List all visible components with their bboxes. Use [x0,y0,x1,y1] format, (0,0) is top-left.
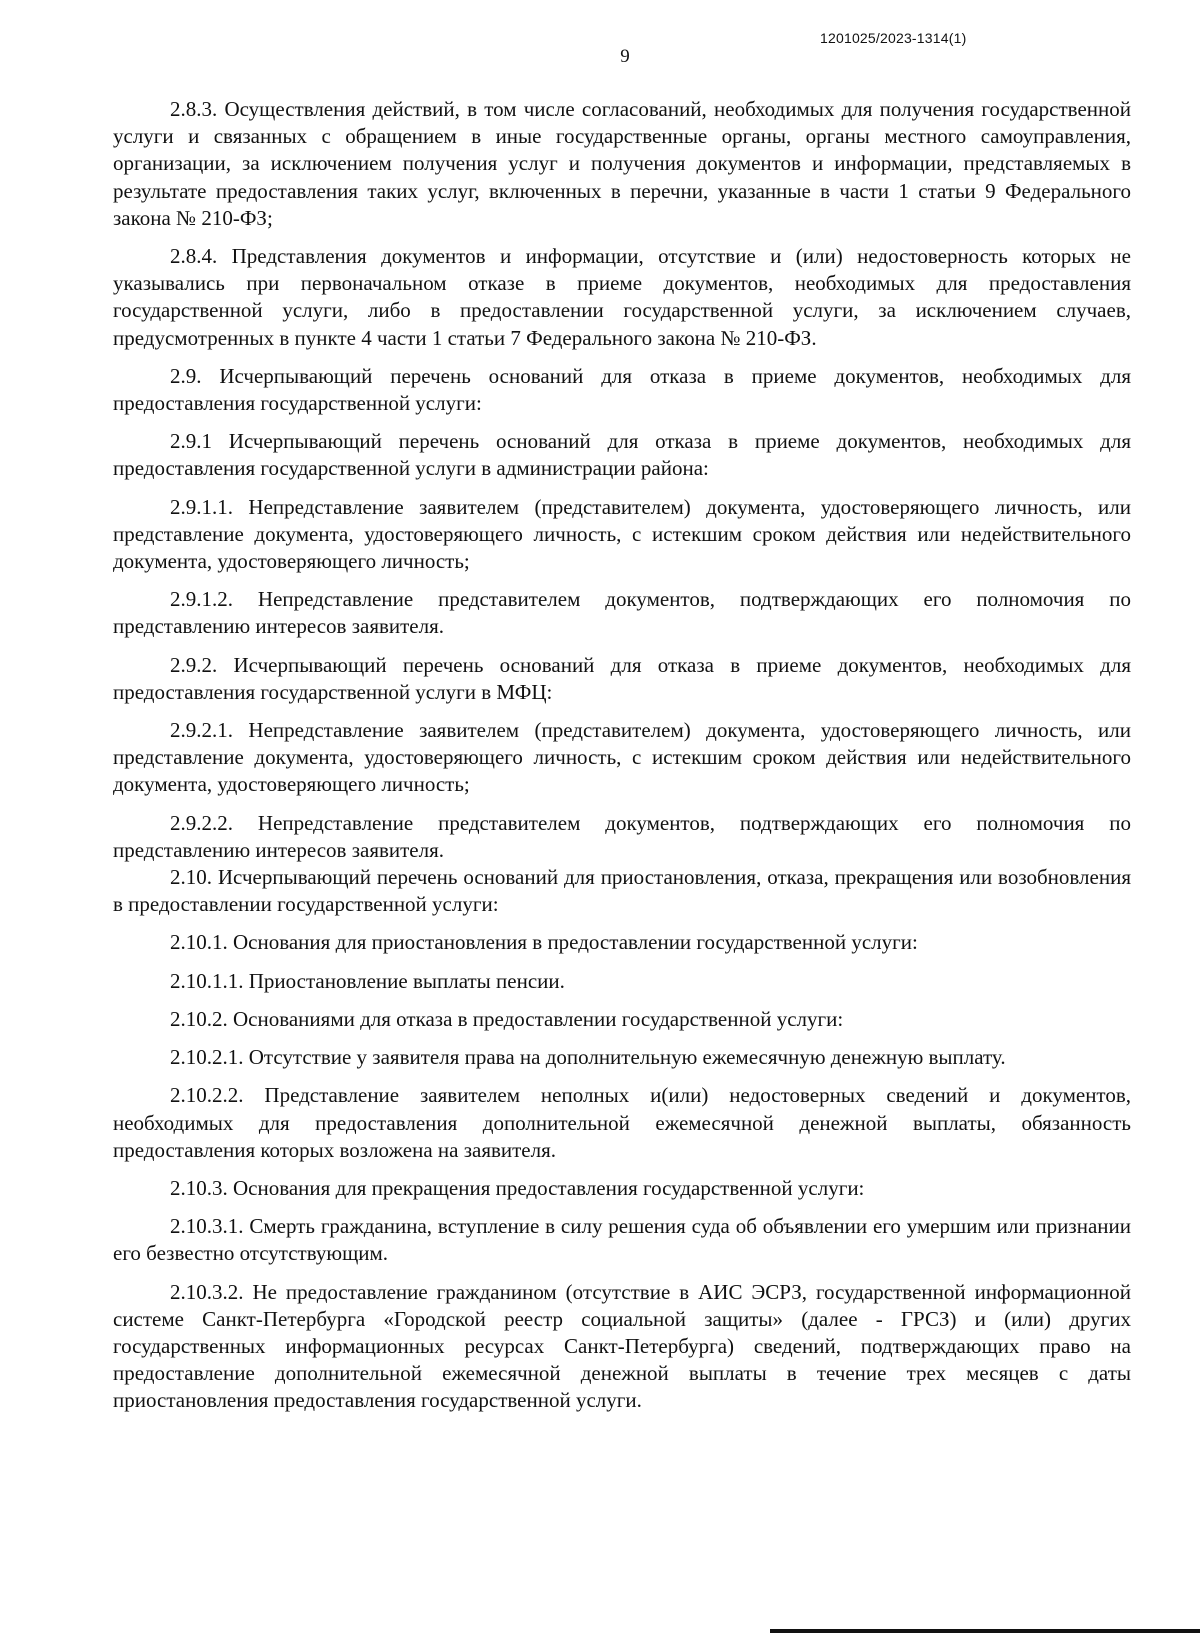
document-body [113,96,1131,1426]
paragraph-2-10-3-1: 2.10.3.1. Смерть гражданина, вступление в силу решения суда об объявлении его умершим или признании его безвестно отсутствующим. [113,1214,1131,1266]
paragraph-2-8-3: 2.8.3. Осуществления действий, в том числе согласований, необходимых для получения государственной услуги и связанных с обращением в иные государственные органы, органы местного самоуправления, организации, за исключением получения услуг и получения документов и информации, представляемых в результате предоставления таких услуг, включенных в перечни, указанные в части 1 статьи 9 Федерального закона № 210-ФЗ; [113,97,1131,230]
paragraph-2-10-2: 2.10.2. Основаниями для отказа в предоставлении государственной услуги: [170,1006,844,1031]
paragraph-2-9-2-2: 2.9.2.2. Непредставление представителем документов, подтверждающих его полномочия по представлению интересов заявителя. [113,810,1131,862]
paragraph-2-9-1-2: 2.9.1.2. Непредставление представителем документов, подтверждающих его полномочия по представлению интересов заявителя. [113,587,1131,639]
paragraph-2-10-2-2: 2.10.2.2. Представление заявителем неполных и(или) недостоверных сведений и документов, необходимых для предоставления дополнительной ежемесячной денежной выплаты, обязанность предоставления которых возложена на заявителя. [113,1083,1131,1162]
document-registration-number: 1201025/2023-1314(1) [820,30,967,46]
paragraph-2-9-1: 2.9.1 Исчерпывающий перечень оснований для отказа в приеме документов, необходимых для предоставления государственной услуги в администрации района: [113,429,1131,481]
paragraph-2-10-2-1: 2.10.2.1. Отсутствие у заявителя права на дополнительную ежемесячную денежную выплату. [170,1045,1006,1070]
paragraph-2-9-2: 2.9.2. Исчерпывающий перечень оснований для отказа в приеме документов, необходимых для предоставления государственной услуги в МФЦ: [113,652,1131,704]
paragraph-2-10: 2.10. Исчерпывающий перечень оснований для приостановления, отказа, прекращения или возобновления в предоставлении государственной услуги: [113,865,1131,917]
page-number: 9 [620,46,630,67]
paragraph-2-10-3: 2.10.3. Основания для прекращения предоставления государственной услуги: [170,1175,865,1200]
scan-edge-line [770,1629,1200,1633]
paragraph-2-9-2-1: 2.9.2.1. Непредставление заявителем (представителем) документа, удостоверяющего личность, или представление документа, удостоверяющего личность, с истекшим сроком действия или недействительного документа, удостоверяющего личность; [113,718,1131,797]
paragraph-2-9-1-1: 2.9.1.1. Непредставление заявителем (представителем) документа, удостоверяющего личность, или представление документа, удостоверяющего личность, с истекшим сроком действия или недействительного документа, удостоверяющего личность; [113,494,1131,574]
paragraph-2-8-4: 2.8.4. Представления документов и информации, отсутствие и (или) недостоверность которых не указывались при первоначальном отказе в приеме документов, необходимых для предоставления государственной услуги, либо в предоставлении государственной услуги, за исключением случаев, предусмотренных в пункте 4 части 1 статьи 7 Федерального закона № 210-ФЗ. [113,244,1131,350]
paragraph-2-10-1-1: 2.10.1.1. Приостановление выплаты пенсии. [170,968,565,993]
paragraph-2-9: 2.9. Исчерпывающий перечень оснований для отказа в приеме документов, необходимых для предоставления государственной услуги: [113,363,1131,416]
paragraph-2-10-1: 2.10.1. Основания для приостановления в предоставлении государственной услуги: [170,930,918,955]
paragraph-2-10-3-2: 2.10.3.2. Не предоставление гражданином (отсутствие в АИС ЭСРЗ, государственной информационной системе Санкт-Петербурга «Городской реестр социальной защиты» (далее - ГРСЗ) и (или) других государственных информационных ресурсах Санкт-Петербурга) сведений, подтверждающих право на предоставление дополнительной ежемесячной денежной выплаты в течение трех месяцев с даты приостановления предоставления государственной услуги. [113,1279,1131,1413]
